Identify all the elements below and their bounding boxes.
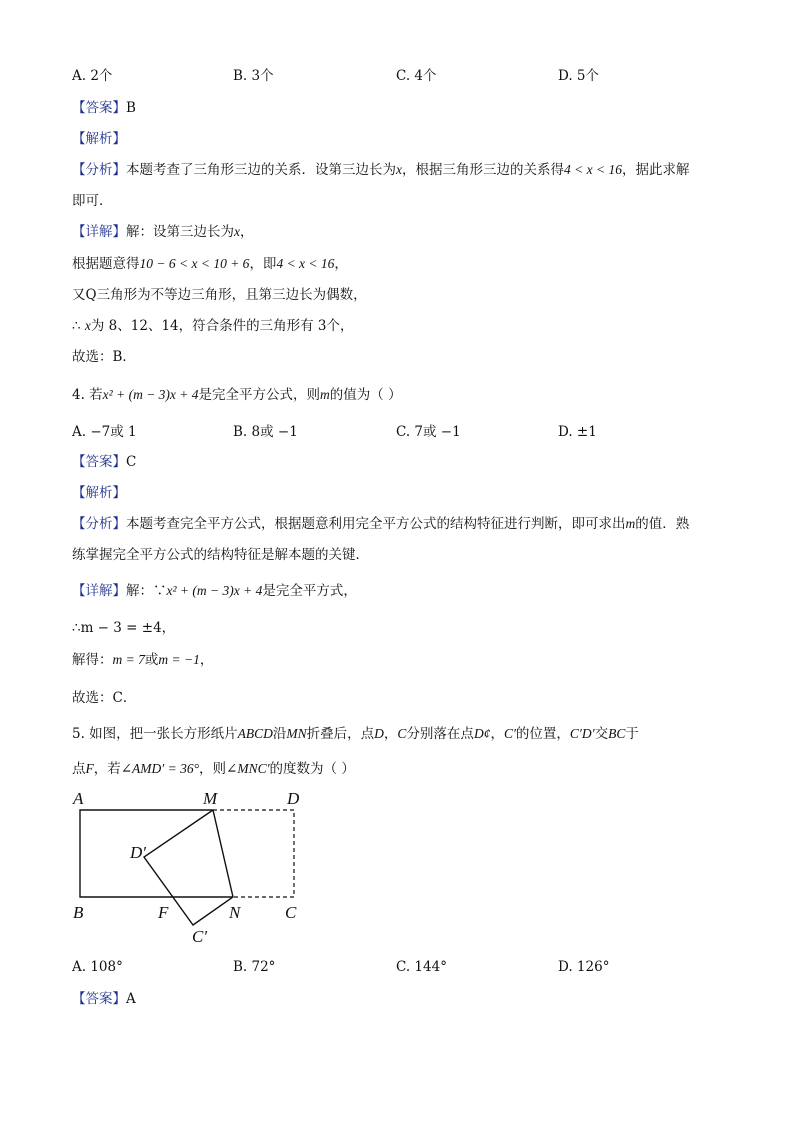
q5-stem-text: 分别落在点 xyxy=(406,726,474,742)
q5-option-a: A. 108° xyxy=(72,959,123,975)
q4-option-c: C. 7或 −1 xyxy=(396,424,461,440)
answer-tag: 【答案】 xyxy=(72,991,126,1007)
q3-detail-text: 为 8、12、14，符合条件的三角形有 3个， xyxy=(90,318,354,334)
q3-analysis-line-2: 即可． xyxy=(72,193,113,209)
q3-detail-text: ，即 xyxy=(249,256,277,272)
q4-answer-line xyxy=(72,453,136,471)
q4-option-b: B. 8或 −1 xyxy=(233,424,298,440)
var-x: x xyxy=(234,224,240,239)
q4-conclusion: 故选：C． xyxy=(72,690,137,706)
q3-detail-text: 根据题意得 xyxy=(72,256,140,272)
q4-analysis-text: 本题考查完全平方公式，根据题意利用完全平方公式的结构特征进行判断，即可求出 xyxy=(126,516,626,532)
q3-answer-line xyxy=(72,99,136,117)
q4-detail-text: 解：∵ xyxy=(126,583,167,599)
analysis-head-tag: 【解析】 xyxy=(72,485,126,501)
analysis-head-tag: 【解析】 xyxy=(72,131,126,147)
q4-analysis-line-2: 练掌握完全平方公式的结构特征是解本题的关键． xyxy=(72,547,369,563)
rectangle-abnm xyxy=(80,810,233,897)
q5-stem-text: 沿 xyxy=(272,726,287,742)
q5-var: F xyxy=(85,761,94,776)
q5-var: D¢ xyxy=(473,726,491,741)
q3-conclusion: 故选：B． xyxy=(72,349,136,365)
label-n: N xyxy=(229,903,241,922)
analysis-tag: 【分析】 xyxy=(72,516,126,532)
q4-detail-line-1 xyxy=(72,582,357,600)
q3-analysis-text: 本题考查了三角形三边的关系．设第三边长为 xyxy=(126,162,396,178)
q5-stem-text: 的位置， xyxy=(515,726,570,742)
q4-detail-expr: m = 7 xyxy=(112,652,145,667)
q3-detail-line-1 xyxy=(72,223,254,241)
label-d: D xyxy=(287,789,300,808)
label-b: B xyxy=(73,903,84,922)
label-d-prime: D′ xyxy=(130,843,146,862)
q4-stem-text: 的值为（ ） xyxy=(329,387,402,403)
q3-analysis-text-3: ，据此求解 xyxy=(621,162,690,178)
q5-stem-text: ，则 xyxy=(199,761,227,777)
var-x: x xyxy=(396,162,402,177)
answer-tag: 【答案】 xyxy=(72,100,126,116)
q5-answer-line xyxy=(72,990,136,1008)
q4-stem xyxy=(72,386,402,404)
q3-analysis-text-2: ，根据三角形三边的关系得 xyxy=(402,162,564,178)
detail-tag: 【详解】 xyxy=(72,583,126,599)
analysis-tag: 【分析】 xyxy=(72,162,126,178)
punct: ， xyxy=(240,224,254,240)
q5-stem-text: 折叠后，点 xyxy=(306,726,375,742)
label-c-prime: C′ xyxy=(192,927,208,946)
q3-option-c: C. 4个 xyxy=(396,68,437,84)
q5-stem-text: ， xyxy=(490,726,504,742)
q5-var: C xyxy=(397,726,407,741)
q5-stem-text: ，若 xyxy=(93,761,121,777)
var-m: m xyxy=(320,387,330,402)
var-x: x xyxy=(84,318,91,333)
q5-var: BC xyxy=(608,726,626,741)
label-f: F xyxy=(158,903,169,922)
q4-detail-expr: x² + (m − 3)x + 4 xyxy=(166,583,263,598)
q4-detail-text: 解得： xyxy=(72,652,113,668)
q5-stem-text: ， xyxy=(383,726,398,742)
q4-option-a: A. −7或 1 xyxy=(72,424,137,440)
q4-option-d: D. ±1 xyxy=(558,424,597,440)
q5-var: C′ xyxy=(503,726,516,741)
q5-stem-text: 交 xyxy=(594,726,609,742)
answer-tag: 【答案】 xyxy=(72,454,126,470)
q3-detail-line-3: 又Q三角形为不等边三角形，且第三边长为偶数， xyxy=(72,287,367,303)
q4-detail-line-2: ∴m − 3 = ±4， xyxy=(72,620,176,636)
q5-stem-text: 点 xyxy=(72,761,86,777)
dashed-region xyxy=(213,810,294,897)
label-m: M xyxy=(203,789,218,808)
q5-stem-line-1 xyxy=(72,725,639,743)
q5-var: C′D′ xyxy=(569,726,595,741)
q5-var: MN xyxy=(286,726,307,741)
therefore-symbol: ∴ xyxy=(72,318,81,334)
q5-option-b: B. 72° xyxy=(233,959,276,975)
q4-stem-expr: x² + (m − 3)x + 4 xyxy=(102,387,199,402)
q5-angle: ∠MNC′ xyxy=(226,761,270,776)
q3-analysis-line-1 xyxy=(72,161,689,179)
q3-analysis-head xyxy=(72,130,126,148)
q5-figure xyxy=(60,782,350,952)
q5-stem-text: 5. 如图，把一张长方形纸片 xyxy=(72,726,238,742)
q3-detail-text: 解：设第三边长为 xyxy=(126,224,234,240)
q3-detail-expr: 10 − 6 < x < 10 + 6 xyxy=(139,256,250,271)
q5-angle: ∠AMD′ = 36° xyxy=(120,761,200,776)
q3-detail-line-2 xyxy=(72,255,348,273)
q4-analysis-line-1 xyxy=(72,515,689,533)
var-m: m xyxy=(625,516,636,531)
label-a: A xyxy=(73,789,84,808)
q3-detail-expr: 4 < x < 16 xyxy=(276,256,335,271)
q5-stem-line-2 xyxy=(72,760,355,778)
q4-answer: C xyxy=(126,454,137,470)
detail-tag: 【详解】 xyxy=(72,224,126,240)
q3-option-b: B. 3个 xyxy=(233,68,274,84)
q5-stem-text: 的度数为（ ） xyxy=(269,761,355,777)
q4-analysis-head xyxy=(72,484,126,502)
q3-option-a: A. 2个 xyxy=(72,68,113,84)
q3-inequality: 4 < x < 16 xyxy=(564,162,622,177)
q4-stem-text: 4. 若 xyxy=(72,387,103,403)
punct: ， xyxy=(334,256,348,272)
q5-var: ABCD xyxy=(237,726,273,741)
q3-answer: B xyxy=(126,100,136,116)
label-c: C xyxy=(285,903,297,922)
q4-analysis-text: 的值．熟 xyxy=(635,516,690,532)
q4-detail-text: 或 xyxy=(144,652,159,668)
q4-stem-text: 是完全平方公式，则 xyxy=(198,387,321,403)
q3-option-d: D. 5个 xyxy=(558,68,600,84)
q5-var: D xyxy=(374,726,384,741)
q4-detail-expr: m = −1 xyxy=(158,652,200,667)
q4-detail-line-3 xyxy=(72,651,213,669)
punct: ， xyxy=(199,652,214,668)
q5-option-d: D. 126° xyxy=(558,959,610,975)
q5-option-c: C. 144° xyxy=(396,959,447,975)
q5-answer: A xyxy=(126,991,136,1007)
q5-stem-text: 于 xyxy=(625,726,639,742)
q4-detail-text: 是完全平方式， xyxy=(262,583,357,599)
q3-detail-line-4 xyxy=(72,317,354,335)
